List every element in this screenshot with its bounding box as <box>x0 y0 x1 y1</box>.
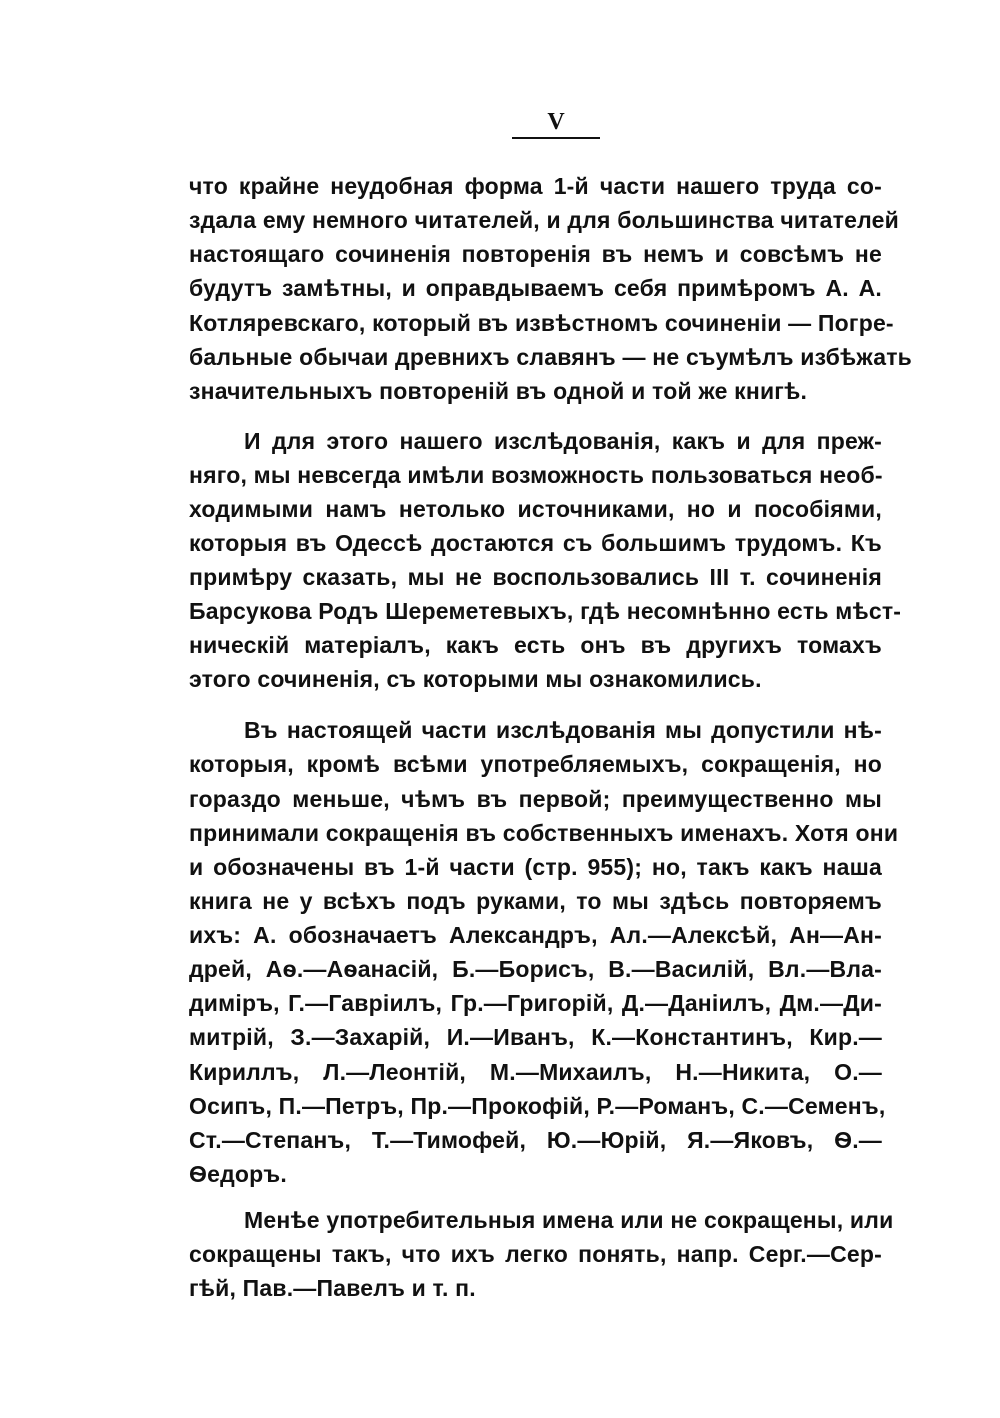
text-line: митрій, З.—Захарій, И.—Иванъ, К.—Константинъ, Кир.— <box>189 1024 882 1050</box>
text-line: диміръ, Г.—Гавріилъ, Гр.—Григорій, Д.—Даніилъ, Дм.—Ди- <box>189 990 882 1016</box>
text-line: Котляревскаго, который въ извѣстномъ сочиненіи — Погре- <box>189 310 894 336</box>
text-line: ническій матеріалъ, какъ есть онъ въ другихъ томахъ <box>189 632 882 658</box>
text-line: дрей, Аѳ.—Аѳанасій, Б.—Борисъ, В.—Василій, Вл.—Вла- <box>189 956 882 982</box>
text-line: Въ настоящей части изслѣдованія мы допустили нѣ- <box>244 717 882 743</box>
text-line: значительныхъ повтореній въ одной и той же книгѣ. <box>189 378 808 404</box>
text-line: ихъ: А. обозначаетъ Александръ, Ал.—Алексѣй, Ан—Ан- <box>189 922 882 948</box>
text-line: Ѳедоръ. <box>189 1161 287 1187</box>
text-line: гѣй, Пав.—Павелъ и т. п. <box>189 1275 476 1301</box>
text-line: бальные обычаи древнихъ славянъ — не съумѣлъ избѣжать <box>189 344 912 370</box>
text-line: ходимыми намъ нетолько источниками, но и пособіями, <box>189 496 882 522</box>
text-line: примѣру сказать, мы не воспользовались III т. сочиненія <box>189 564 882 590</box>
text-line: Барсукова Родъ Шереметевыхъ, гдѣ несомнѣнно есть мѣст- <box>189 598 902 624</box>
text-line: Менѣе употребительныя имена или не сокращены, или <box>244 1207 894 1233</box>
text-line: Кириллъ, Л.—Леонтій, М.—Михаилъ, Н.—Никита, О.— <box>189 1059 882 1085</box>
text-line: Ст.—Степанъ, Т.—Тимофей, Ю.—Юрій, Я.—Яковъ, Ѳ.— <box>189 1127 882 1153</box>
text-line: настоящаго сочиненія повторенія въ немъ и совсѣмъ не <box>189 241 882 267</box>
text-line: и обозначены въ 1-й части (стр. 955); но, такъ какъ наша <box>189 854 882 880</box>
text-line: которыя, кромѣ всѣми употребляемыхъ, сокращенія, но <box>189 751 882 777</box>
text-line: которыя въ Одессѣ достаются съ большимъ трудомъ. Къ <box>189 530 882 556</box>
text-line: будутъ замѣтны, и оправдываемъ себя примѣромъ А. А. <box>189 275 882 301</box>
page-number: V <box>547 109 565 135</box>
text-line: гораздо меньше, чѣмъ въ первой; преимущественно мы <box>189 786 882 812</box>
text-line: что крайне неудобная форма 1-й части нашего труда со- <box>189 173 882 199</box>
page-number-rule <box>512 137 600 139</box>
text-line: книга не у всѣхъ подъ руками, то мы здѣсь повторяемъ <box>189 888 882 914</box>
text-line: принимали сокращенія въ собственныхъ именахъ. Хотя они <box>189 820 899 846</box>
text-line: сокращены такъ, что ихъ легко понять, напр. Серг.—Сер- <box>189 1241 882 1267</box>
text-line: Осипъ, П.—Петръ, Пр.—Прокофій, Р.—Романъ, С.—Семенъ, <box>189 1093 886 1119</box>
text-line: И для этого нашего изслѣдованія, какъ и для преж- <box>244 428 882 454</box>
text-line: здала ему немного читателей, и для большинства читателей <box>189 207 899 233</box>
text-line: няго, мы невсегда имѣли возможность пользоваться необ- <box>189 462 883 488</box>
text-line: этого сочиненія, съ которыми мы ознакомились. <box>189 666 762 692</box>
